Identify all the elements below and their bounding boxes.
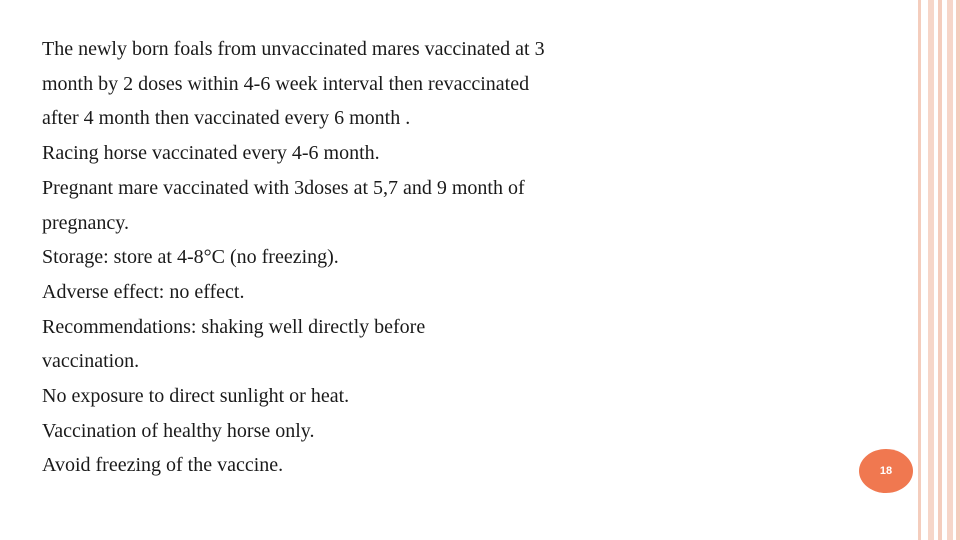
body-line: month by 2 doses within 4-6 week interval then revaccinated [42,72,530,95]
decorative-stripe [938,0,942,540]
body-line: Vaccination of healthy horse only. [42,419,315,442]
page-number-badge [859,449,913,493]
decorative-stripe [918,0,921,540]
page-number: 18 [879,465,893,477]
decorative-stripe [928,0,934,540]
body-line: Avoid freezing of the vaccine. [42,454,284,477]
body-line: No exposure to direct sunlight or heat. [42,385,350,408]
body-line: Racing horse vaccinated every 4-6 month. [42,142,380,165]
body-line: pregnancy. [42,211,129,234]
decorative-stripe [956,0,960,540]
body-line: Storage: store at 4-8°C (no freezing). [42,246,339,269]
body-line: after 4 month then vaccinated every 6 month . [42,107,411,130]
body-line: The newly born foals from unvaccinated mares vaccinated at 3 [42,38,545,60]
decorative-stripe [947,0,953,540]
body-line: Pregnant mare vaccinated with 3doses at 5,7 and 9 month of [42,176,525,199]
body-line: Recommendations: shaking well directly before [42,315,426,338]
slide-body-text [42,32,702,483]
body-line: Adverse effect: no effect. [42,280,245,303]
body-line: vaccination. [42,350,140,373]
